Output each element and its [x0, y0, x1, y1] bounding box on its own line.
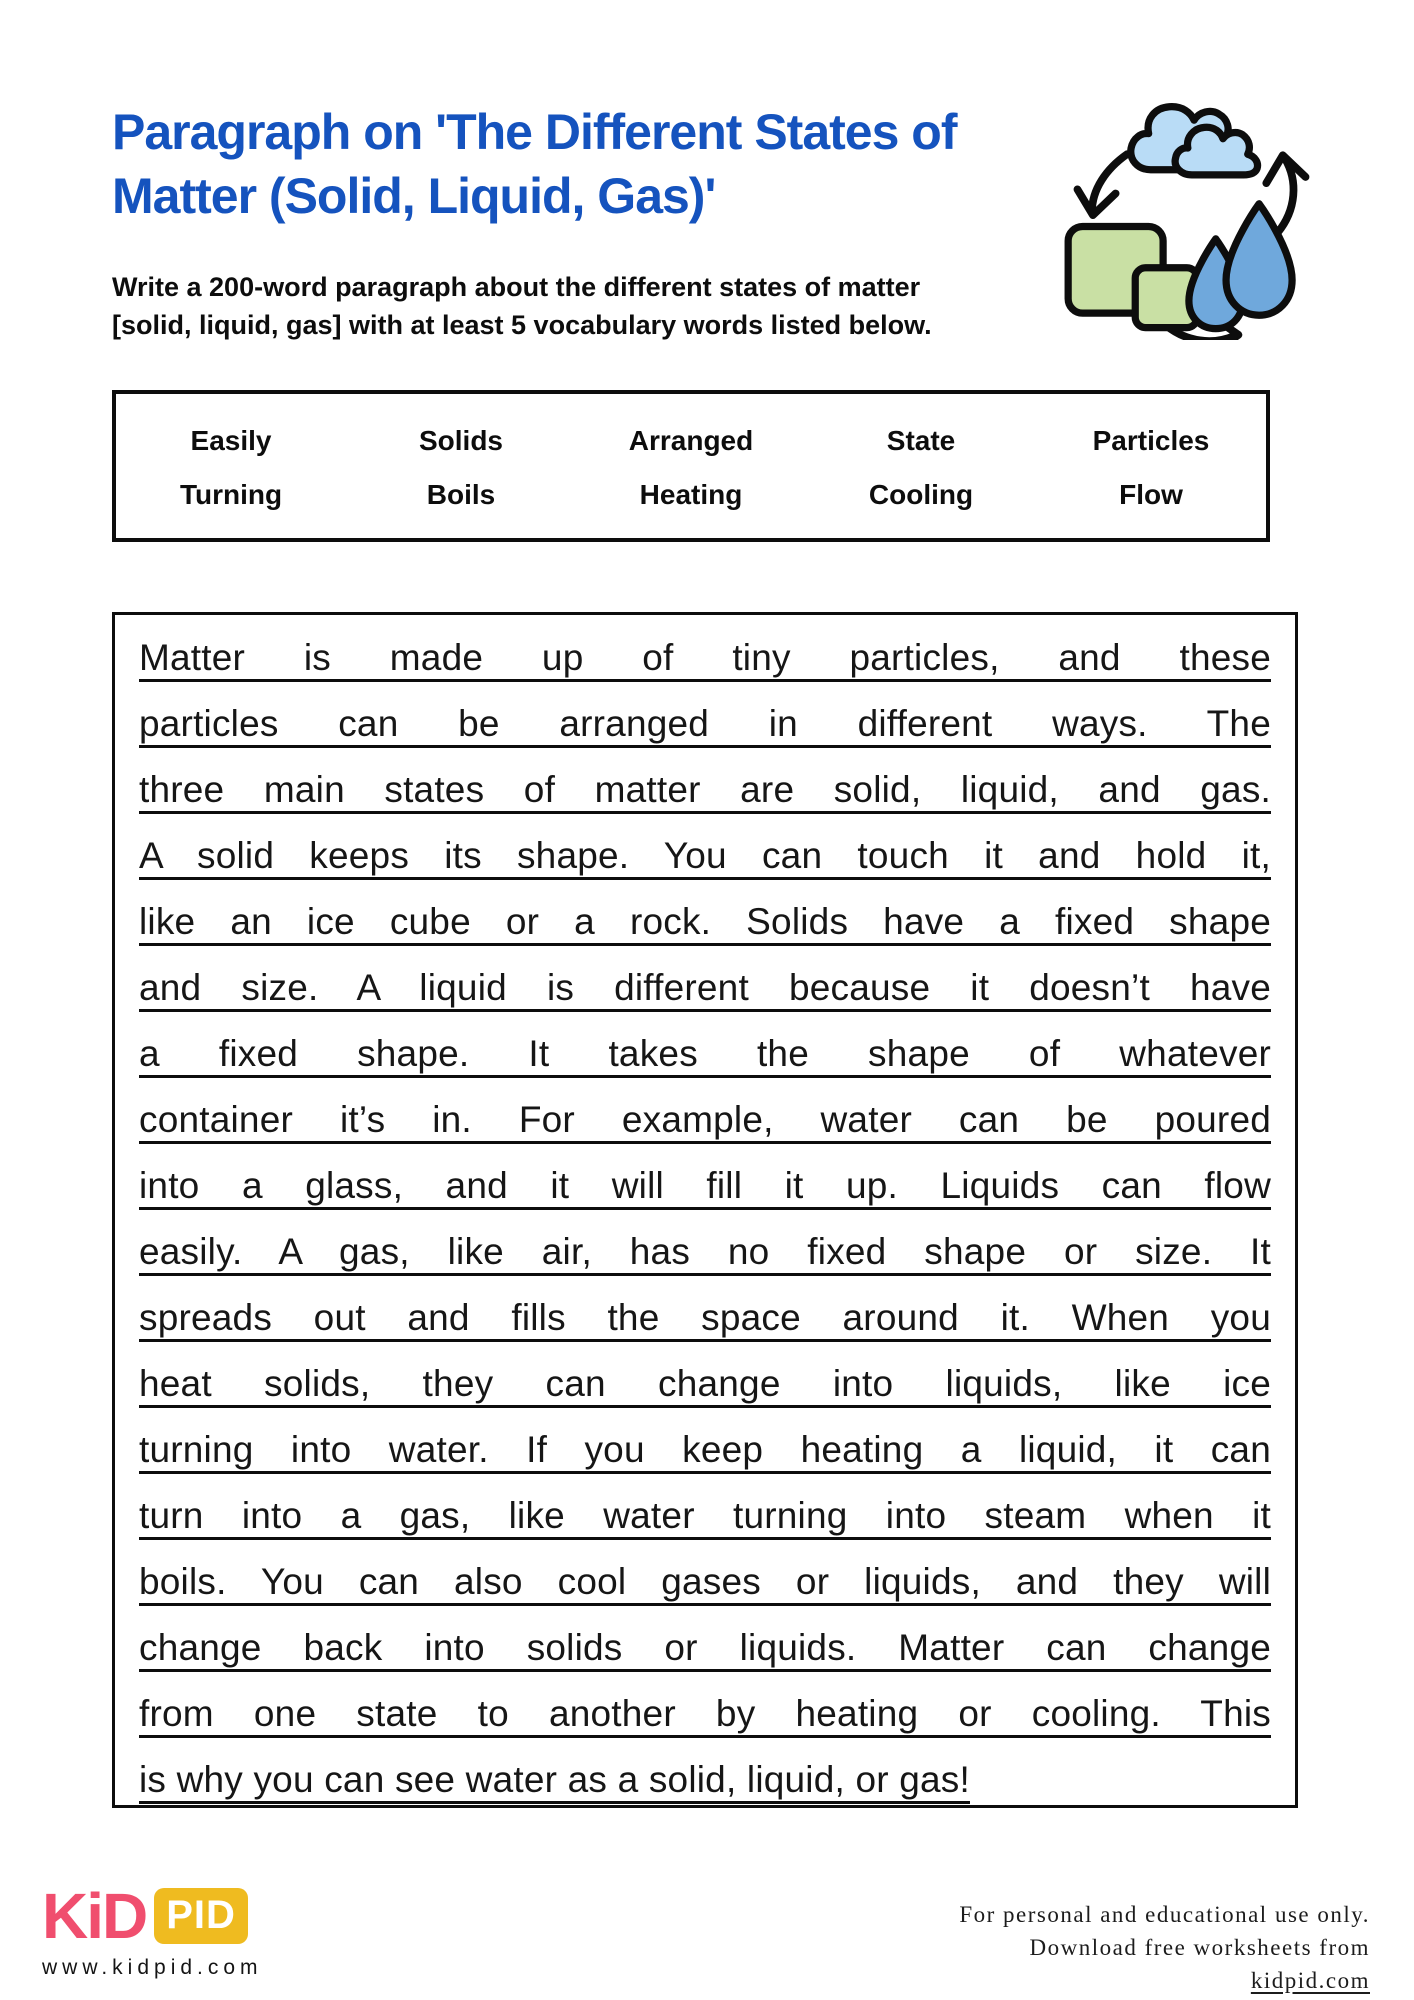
liquid-icon [1189, 204, 1292, 329]
paragraph-line: is why you can see water as a solid, liquid, or gas! [139, 1759, 970, 1800]
vocabulary-word: Boils [426, 479, 496, 510]
paragraph-line: like an ice cube or a rock. Solids have a fixed shape [139, 901, 1271, 942]
paragraph-line: and size. A liquid is different because it doesn’t have [139, 967, 1271, 1008]
instructions-text [112, 268, 1072, 344]
paragraph-line: three main states of matter are solid, liquid, and gas. [139, 769, 1271, 810]
paragraph-line: boils. You can also cool gases or liquids, and they will [139, 1561, 1271, 1602]
usage-note-line2 [959, 1931, 1370, 1997]
paragraph-line: heat solids, they can change into liquids, like ice [139, 1363, 1271, 1404]
page-title-line1: Paragraph on 'The Different States of [112, 104, 957, 160]
paragraph-line: from one state to another by heating or cooling. This [139, 1693, 1271, 1734]
kidpid-link[interactable]: kidpid.com [1250, 1968, 1370, 1993]
vocabulary-word: State [886, 425, 956, 456]
vocabulary-word: Easily [190, 425, 272, 456]
solid-icon [1068, 226, 1197, 327]
states-of-matter-cycle-illustration [1052, 82, 1332, 340]
vocabulary-word: Arranged [628, 425, 754, 456]
vocabulary-row-1 [116, 414, 1266, 468]
usage-note [959, 1898, 1370, 1997]
paragraph-line: particles can be arranged in different ways. The [139, 703, 1271, 744]
vocabulary-row-2 [116, 468, 1266, 522]
vocabulary-word: Particles [1092, 425, 1210, 456]
kidpid-logo-pid: PID [154, 1888, 248, 1944]
page-title-line2: Matter (Solid, Liquid, Gas)' [112, 168, 716, 224]
instructions-line1: Write a 200-word paragraph about the different states of matter [112, 272, 921, 302]
vocabulary-word: Flow [1119, 479, 1183, 510]
vocabulary-word: Heating [639, 479, 743, 510]
paragraph-line: spreads out and fills the space around it. When you [139, 1297, 1271, 1338]
paragraph-line: Matter is made up of tiny particles, and these [139, 637, 1271, 678]
paragraph-line: change back into solids or liquids. Matter can change [139, 1627, 1271, 1668]
paragraph-line: a fixed shape. It takes the shape of whatever [139, 1033, 1271, 1074]
vocabulary-box [112, 390, 1270, 542]
paragraph-line: A solid keeps its shape. You can touch it and hold it, [139, 835, 1271, 876]
paragraph-line: turn into a gas, like water turning into steam when it [139, 1495, 1271, 1536]
paragraph-line: turning into water. If you keep heating a liquid, it can [139, 1429, 1271, 1470]
kidpid-logo-kid: KiD [42, 1880, 147, 1952]
paragraph-line: into a glass, and it will fill it up. Liquids can flow [139, 1165, 1271, 1206]
usage-note-line1: For personal and educational use only. [959, 1902, 1370, 1927]
kidpid-logo [42, 1880, 248, 1952]
paragraph-line: easily. A gas, like air, has no fixed shape or size. It [139, 1231, 1271, 1272]
vocabulary-word: Solids [418, 425, 503, 456]
cloud-icon [1131, 107, 1258, 175]
page-title [112, 100, 1112, 228]
kidpid-website-text: www.kidpid.com [42, 1956, 263, 1979]
vocabulary-word: Cooling [868, 479, 974, 510]
vocabulary-word: Turning [179, 479, 283, 510]
instructions-line2: [solid, liquid, gas] with at least 5 vocabulary words listed below. [112, 310, 932, 340]
paragraph-answer-box [112, 612, 1298, 1808]
usage-note-line2-prefix: Download free worksheets from [1029, 1935, 1370, 1960]
paragraph-line: container it’s in. For example, water can be poured [139, 1099, 1271, 1140]
